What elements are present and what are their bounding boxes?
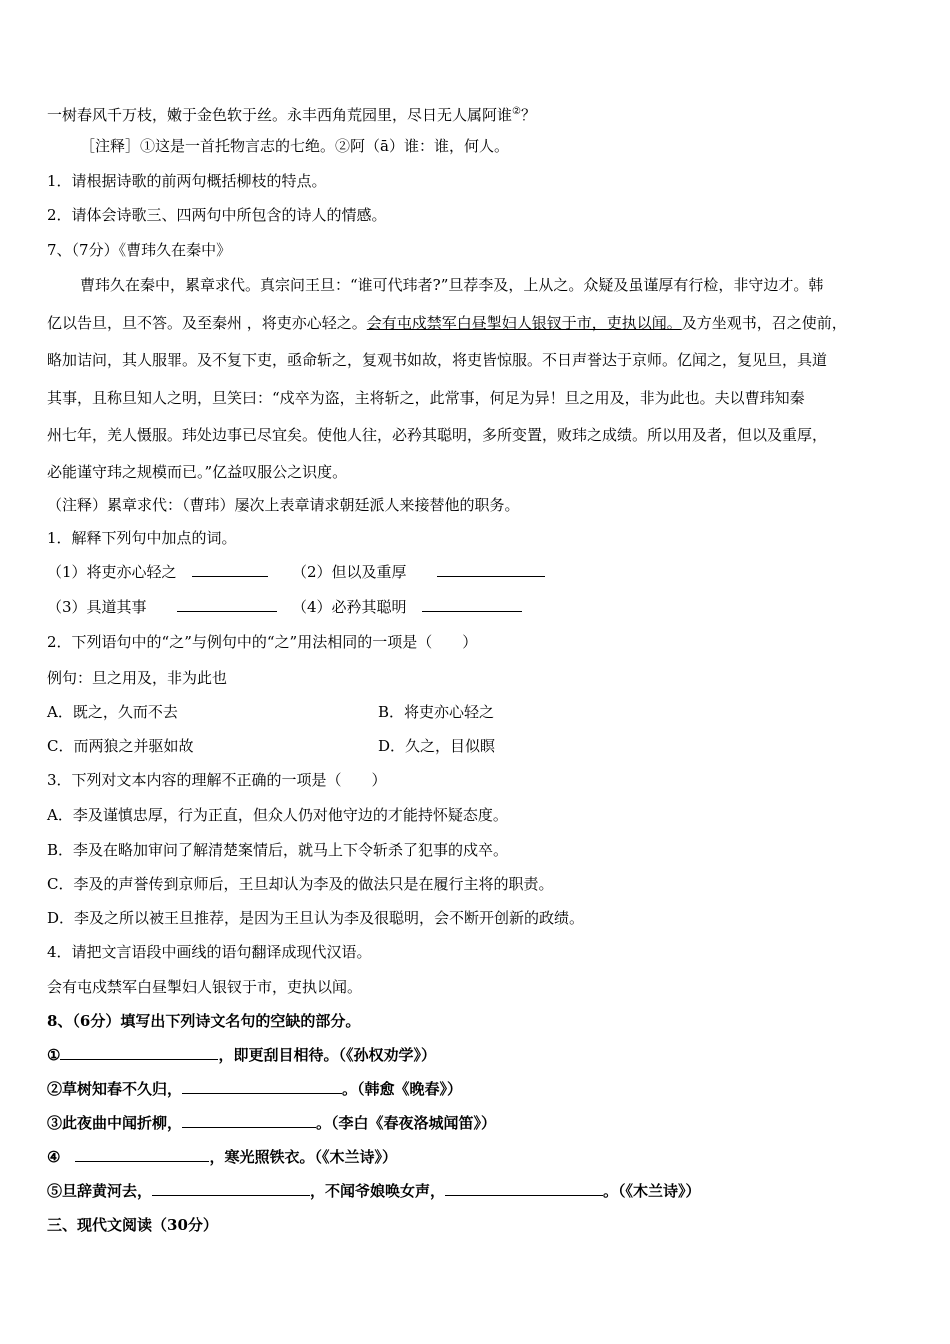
example-sentence: 例句：旦之用及，非为此也	[47, 669, 228, 687]
word-item-1: （1）将吏亦心轻之	[47, 562, 268, 582]
option-b: B．将吏亦心轻之	[378, 703, 495, 721]
passage-line-5: 州七年，羌人慑服。玮处边事已尽宜矣。使他人往，必矜其聪明，多所变置，败玮之成绩。所以用及者，但以及重厚，	[47, 426, 828, 444]
passage-note: （注释）累章求代：（曹玮）屡次上表章请求朝廷派人来接替他的职务。	[47, 496, 520, 514]
passage-line-1: 曹玮久在秦中，累章求代。真宗问王旦：“谁可代玮者?”旦荐李及，上从之。众疑及虽谨厚有行检，非守边才。韩	[80, 276, 824, 294]
passage-line-6: 必能谨守玮之规模而已。”亿益叹服公之识度。	[47, 463, 348, 481]
answer-blank	[75, 1147, 209, 1162]
poem-question-2: 2．请体会诗歌三、四两句中所包含的诗人的情感。	[47, 206, 387, 224]
q7-heading: 7、（7分）《曹玮久在秦中》	[47, 241, 232, 259]
poem-question-1: 1．请根据诗歌的前两句概括柳枝的特点。	[47, 172, 327, 190]
option-d: D．李及之所以被王旦推荐，是因为王旦认为李及很聪明，会不断开创新的政绩。	[47, 909, 585, 927]
word-item-3: （3）具道其事	[47, 597, 277, 617]
answer-blank	[152, 1181, 310, 1196]
poem-line: 一树春风千万枝，嫩于金色软于丝。永丰西角荒园里，尽日无人属阿谁②？	[47, 106, 536, 124]
fill-line-3: ③此夜曲中闻折柳， 。（李白《春夜洛城闻笛》）	[47, 1114, 497, 1132]
option-c: C．李及的声誉传到京师后，王旦却认为李及的做法只是在履行主将的职责。	[47, 875, 554, 893]
option-d: D．久之，目似瞑	[378, 737, 496, 755]
answer-blank	[192, 562, 268, 577]
option-a: A．既之，久而不去	[47, 703, 178, 721]
option-c: C．而两狼之并驱如故	[47, 737, 194, 755]
fill-line-2: ②草树知春不久归， 。（韩愈《晚春》）	[47, 1080, 463, 1098]
fill-line-5: ⑤旦辞黄河去， ，不闻爷娘唤女声， 。（《木兰诗》）	[47, 1182, 701, 1200]
option-a: A．李及谨慎忠厚，行为正直，但众人仍对他守边的才能持怀疑态度。	[47, 806, 508, 824]
subquestion-3: 3．下列对文本内容的理解不正确的一项是（ ）	[47, 771, 387, 789]
fill-line-1: ① ，即更刮目相待。（《孙权劝学》）	[47, 1046, 436, 1064]
fill-line-4: ④ ，寒光照铁衣。（《木兰诗》）	[47, 1148, 397, 1166]
poem-note: ［注释］①这是一首托物言志的七绝。②阿（ā）谁：谁，何人。	[80, 137, 509, 155]
translation-sentence: 会有屯戍禁军白昼掣妇人银钗于市，吏执以闻。	[47, 978, 363, 996]
subquestion-4: 4．请把文言语段中画线的语句翻译成现代汉语。	[47, 943, 372, 961]
option-b: B．李及在略加审问了解清楚案情后，就马上下令斩杀了犯事的戍卒。	[47, 841, 509, 859]
passage-line-2: 亿以告旦，旦不答。及至秦州 ，将吏亦心轻之。会有屯戍禁军白昼掣妇人银钗于市，吏执以闻。及方坐观书，召之使前，	[47, 314, 847, 332]
answer-blank	[60, 1045, 218, 1060]
word-item-4: （4）必矜其聪明	[292, 597, 522, 617]
answer-blank	[445, 1181, 603, 1196]
passage-line-4: 其事，且称旦知人之明，旦笑曰：“戍卒为盗，主将斩之，此常事，何足为异！旦之用及，非为此也。夫以曹玮知秦	[47, 389, 805, 407]
passage-line-3: 略加诘问，其人服罪。及不复下吏，亟命斩之，复观书如故，将吏皆惊服。不日声誉达于京师。亿闻之，复见旦，具道	[47, 351, 828, 369]
subquestion-1: 1．解释下列句中加点的词。	[47, 529, 237, 547]
section-heading: 三、现代文阅读（30分）	[47, 1216, 218, 1234]
answer-blank	[182, 1113, 316, 1128]
subquestion-2: 2．下列语句中的“之”与例句中的“之”用法相同的一项是（ ）	[47, 633, 478, 651]
underlined-sentence: 会有屯戍禁军白昼掣妇人银钗于市，吏执以闻。	[366, 314, 682, 332]
answer-blank	[182, 1079, 342, 1094]
answer-blank	[177, 597, 277, 612]
answer-blank	[437, 562, 545, 577]
answer-blank	[422, 597, 522, 612]
q8-heading: 8、（6分）填写出下列诗文名句的空缺的部分。	[47, 1012, 361, 1030]
word-item-2: （2）但以及重厚	[292, 562, 545, 582]
